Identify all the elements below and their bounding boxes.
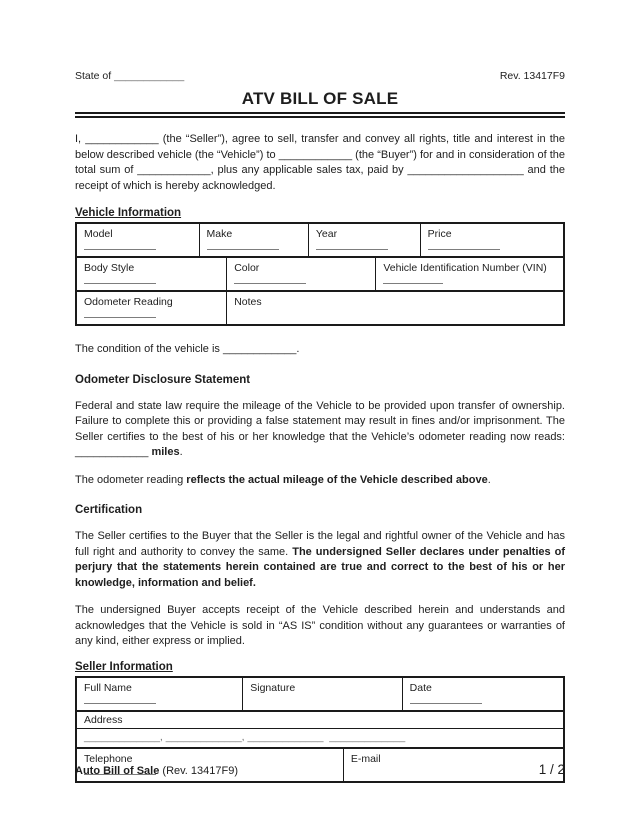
body-style-label: Body Style — [84, 262, 135, 274]
telephone-label: Telephone — [84, 752, 133, 765]
divider-line-bottom — [75, 116, 565, 118]
page-footer — [75, 762, 565, 777]
footer-doc-title — [75, 765, 238, 777]
odometer-reading-label: Odometer Reading — [84, 296, 173, 308]
state-of-label: State of — [75, 70, 115, 82]
title-divider — [75, 112, 565, 118]
body-style-blank-field[interactable] — [84, 275, 156, 284]
address-label: Address — [84, 713, 123, 726]
make-blank-field[interactable] — [207, 241, 279, 250]
body-style-cell[interactable] — [77, 258, 226, 290]
signature-label: Signature — [250, 681, 296, 694]
page-indicator: 1 / 2 — [538, 762, 565, 777]
divider-line-top — [75, 112, 565, 114]
state-of-blank-field[interactable]: ____________ — [114, 70, 185, 82]
condition-line: The condition of the vehicle is ____________. — [75, 343, 300, 355]
color-blank-field[interactable] — [234, 275, 306, 284]
table-row — [77, 710, 563, 728]
header-row — [75, 70, 565, 82]
seller-information-heading: Seller Information — [75, 660, 173, 673]
model-blank-field[interactable] — [84, 241, 156, 250]
vin-label: Vehicle Identification Number (VIN) — [383, 262, 547, 274]
vehicle-info-table — [75, 222, 565, 326]
make-cell[interactable] — [199, 224, 308, 256]
footer-doc-name: Auto Bill of Sale — [75, 765, 160, 777]
notes-cell[interactable] — [226, 292, 563, 324]
notes-label: Notes — [234, 296, 262, 308]
certification-paragraph — [75, 529, 565, 591]
odometer-paragraph — [75, 399, 565, 461]
odometer-blank-field[interactable] — [84, 309, 156, 318]
vin-cell[interactable] — [375, 258, 563, 290]
color-label: Color — [234, 262, 260, 274]
state-of-field — [75, 70, 184, 82]
date-cell[interactable] — [402, 678, 563, 710]
odometer-text-end: . — [179, 446, 183, 458]
certification-text: The Seller certifies to the Buyer that the Seller is the legal and rightful owner of the Vehicle and has full right and authority to convey the same. — [75, 530, 565, 558]
table-row — [77, 728, 563, 747]
address-blank-cell[interactable] — [77, 729, 563, 747]
price-blank-field[interactable] — [428, 241, 500, 250]
make-label: Make — [206, 228, 233, 240]
price-label: Price — [427, 228, 452, 240]
odometer-reading-end: . — [487, 473, 491, 486]
odometer-reading-line — [75, 473, 565, 489]
table-row — [77, 290, 563, 324]
revision-label: Rev. 13417F9 — [499, 70, 565, 82]
price-cell[interactable] — [420, 224, 563, 256]
footer-revision: (Rev. 13417F9) — [159, 765, 239, 777]
intro-paragraph: I, ____________ (the “Seller”), agree to sell, transfer and convey all rights, title and interest in the below described vehicle (the “Vehicle”) to ____________ (the “Buyer”) for and in consideration of the total sum of ____________, plus any applicable sales tax, paid by ___________________ and the receipt of which is hereby acknowledged. — [75, 133, 565, 192]
odometer-reading-cell[interactable] — [77, 292, 226, 324]
color-cell[interactable] — [226, 258, 375, 290]
table-row — [77, 256, 563, 290]
date-blank-field[interactable] — [410, 695, 482, 704]
odometer-reading-prefix: The odometer reading — [75, 473, 187, 486]
certification-heading: Certification — [75, 504, 143, 516]
full-name-blank-field[interactable] — [84, 695, 156, 704]
model-label: Model — [84, 228, 113, 240]
address-blank-fields[interactable]: _____________, _____________, _____________ _____________ — [84, 730, 406, 743]
address-cell[interactable] — [77, 712, 563, 728]
certification-bold-text: The undersigned Seller declares under penalties of perjury that the statements herein contained are true and correct to the best of his or her knowledge, information and belief. — [75, 545, 565, 589]
odometer-text: Federal and state law require the mileage of the Vehicle to be provided upon transfer of ownership. Failure to complete this or providing a false statement may result in fines and/or imprisonment. The Seller certifies to the best of his or her knowledge that the Vehicle’s odometer reading now reads: ____________ — [75, 399, 565, 458]
email-label: E-mail — [350, 752, 381, 765]
odometer-disclosure-heading: Odometer Disclosure Statement — [75, 373, 251, 386]
miles-label: miles — [151, 446, 180, 458]
full-name-cell[interactable] — [77, 678, 242, 710]
page-title: ATV BILL OF SALE — [241, 89, 399, 108]
table-row — [77, 224, 563, 256]
date-label: Date — [409, 681, 432, 694]
buyer-acceptance-paragraph: The undersigned Buyer accepts receipt of the Vehicle described herein and understands and acknowledges that the Vehicle is sold in “AS IS” condition without any guarantees or warranties of any kind, either express or implied. — [75, 604, 565, 647]
odometer-reading-bold: reflects the actual mileage of the Vehicle described above — [186, 473, 488, 486]
vin-blank-field[interactable] — [383, 275, 443, 284]
year-cell[interactable] — [308, 224, 420, 256]
year-blank-field[interactable] — [316, 241, 388, 250]
year-label: Year — [315, 228, 338, 240]
signature-cell[interactable] — [242, 678, 401, 710]
model-cell[interactable] — [77, 224, 199, 256]
full-name-label: Full Name — [84, 681, 132, 694]
table-row — [77, 678, 563, 710]
vehicle-information-heading: Vehicle Information — [75, 207, 182, 219]
